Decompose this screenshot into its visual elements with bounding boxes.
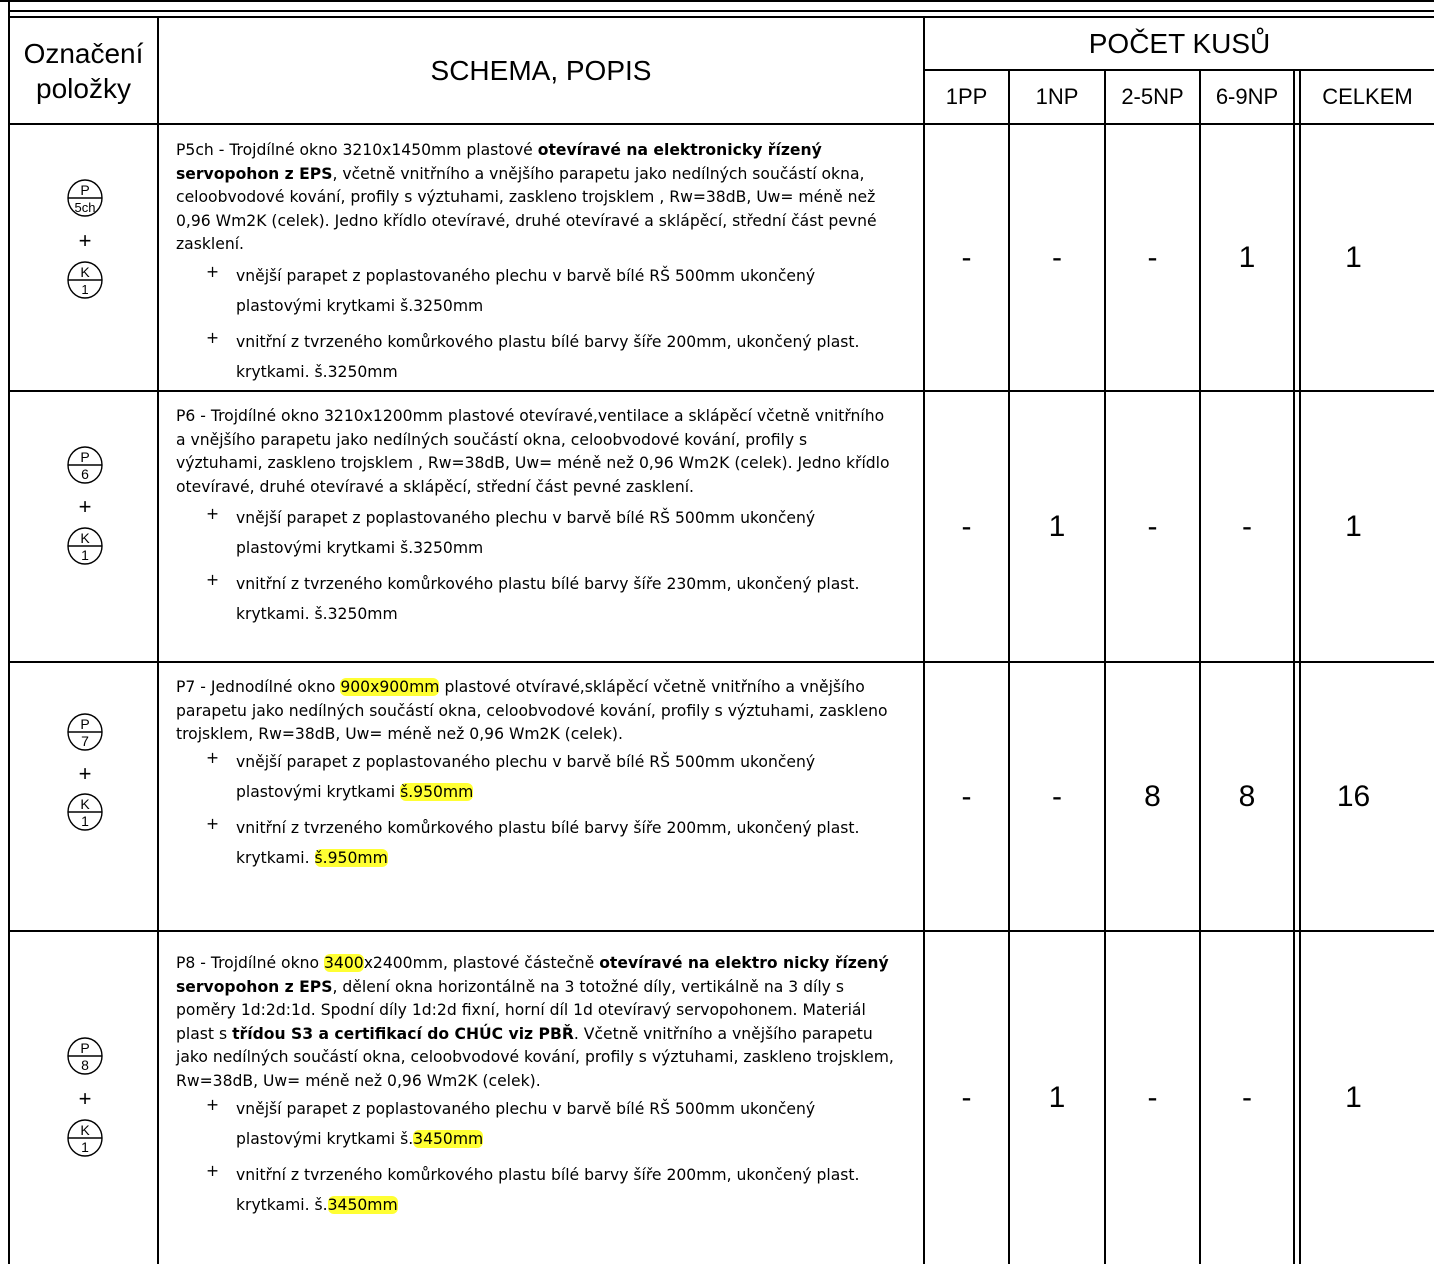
count-1np: 1	[1048, 1081, 1066, 1114]
symbol-bottom: 1	[81, 813, 89, 829]
highlight: 3400	[324, 954, 364, 972]
count-6-9np: 8	[1238, 779, 1256, 813]
count-1np: 1	[1048, 509, 1066, 543]
symbol-top: P	[80, 182, 90, 198]
item-description	[176, 139, 896, 387]
description-main: P8 - Trojdílné okno 3400x2400mm, plastové částečně otevíravé na elektro nicky řízený servopohon z EPS, dělení okna horizontálně na 3 totožné díly, vertikálně na 3 díly s poměry 1d:2d:1d. Spodní díly 1d:2d fixní, horní díl 1d otevíravý servopohonem. Materiál plast s třídou S3 a certifikací do CHÚC viz PBŘ. Včetně vnitřního a vnějšího parapetu jako nedílných součástí okna, celoobvodové kování, profily s výztuhami, zaskleno trojsklem, Rw=38dB, Uw= méně než 0,96 Wm2K (celek).	[176, 954, 894, 1090]
count-2-5np: -	[1147, 509, 1158, 543]
exterior-sill-item: + vnější parapet z poplastovaného plechu v barvě bílé RŠ 500mm ukončený plastovými krytkami š.3450mm	[206, 1095, 816, 1148]
count-2-5np: -	[1147, 1081, 1158, 1114]
symbol-bottom: 1	[81, 1139, 89, 1155]
count-6-9np: -	[1242, 1081, 1252, 1114]
symbol-top: P	[80, 449, 90, 465]
count-1pp: -	[961, 509, 972, 543]
plus-sign: +	[78, 228, 92, 253]
interior-sill-item: + vnitřní z tvrzeného komůrkového plastu bílé barvy šíře 230mm, ukončený plast. krytkami. š.3250mm	[206, 571, 860, 624]
count-6-9np: 1	[1238, 240, 1256, 274]
symbol-top: K	[80, 530, 90, 546]
interior-sill-item: + vnitřní z tvrzeného komůrkového plastu bílé barvy šíře 200mm, ukončený plast. krytkami. š.3450mm	[206, 1161, 860, 1214]
header-item-label: Označení položky	[23, 37, 144, 104]
interior-sill-item: + vnitřní z tvrzeného komůrkového plastu bílé barvy šíře 200mm, ukončený plast. krytkami. š.950mm	[206, 814, 860, 867]
symbol-top: K	[80, 264, 90, 280]
item-symbol-p	[60, 178, 110, 218]
header-1np: 1NP	[1035, 84, 1079, 109]
symbol-bottom: 7	[81, 733, 89, 749]
symbol-top: P	[80, 716, 90, 732]
top-border	[8, 10, 1434, 12]
highlight: š.950mm	[400, 782, 474, 801]
header-total: CELKEM	[1322, 84, 1413, 109]
item-symbol-k	[60, 260, 110, 300]
count-1pp: -	[961, 240, 972, 274]
item-description	[176, 952, 896, 1220]
exterior-sill-item: + vnější parapet z poplastovaného plechu v barvě bílé RŠ 500mm ukončený plastovými krytkami š.3250mm	[206, 505, 816, 558]
item-symbol-p	[60, 712, 110, 752]
item-description	[176, 676, 896, 873]
symbol-top: P	[80, 1040, 90, 1056]
count-2-5np: -	[1147, 240, 1158, 274]
count-total: 1	[1345, 509, 1362, 543]
item-symbol-p	[60, 1036, 110, 1076]
exterior-sill-item: + vnější parapet z poplastovaného plechu v barvě bílé RŠ 500mm ukončený plastovými krytkami š.950mm	[206, 748, 816, 801]
header-count: POČET KUSŮ	[1088, 28, 1271, 59]
count-1pp: -	[961, 779, 972, 813]
count-total: 16	[1336, 779, 1371, 813]
header-6-9np: 6-9NP	[1215, 84, 1279, 109]
symbol-bottom: 5ch	[74, 200, 96, 215]
symbol-bottom: 1	[81, 282, 89, 297]
symbol-top: K	[80, 796, 90, 812]
symbol-bottom: 1	[81, 547, 89, 563]
plus-sign: +	[78, 494, 92, 519]
symbol-bottom: 6	[81, 466, 89, 482]
plus-sign: +	[78, 761, 92, 786]
item-symbol-k	[60, 1118, 110, 1158]
count-2-5np: 8	[1144, 779, 1161, 813]
highlight: 900x900mm	[340, 678, 440, 696]
symbol-bottom: 8	[81, 1057, 89, 1073]
symbol-top: K	[80, 1122, 90, 1138]
header-1pp: 1PP	[945, 84, 988, 109]
highlight: š.950mm	[314, 848, 388, 867]
col-divider	[157, 17, 159, 1264]
count-1pp: -	[961, 1081, 972, 1114]
description-main: P6 - Trojdílné okno 3210x1200mm plastové otevíravé,ventilace a sklápěcí včetně vnitřního a vnějšího parapetu jako nedílných součástí okna, celoobvodové kování, profily s výztuhami, zaskleno trojsklem , Rw=38dB, Uw= méně než 0,96 Wm2K (celek). Jedno křídlo otevíravé, druhé otevíravé a sklápěcí, střední část pevné zasklení.	[176, 407, 890, 496]
interior-sill-item: + vnitřní z tvrzeného komůrkového plastu bílé barvy šíře 200mm, ukončený plast. krytkami. š.3250mm	[206, 328, 860, 381]
count-total: 1	[1345, 240, 1362, 274]
highlight: 3450mm	[327, 1195, 398, 1214]
description-main: P7 - Jednodílné okno 900x900mm plastové otvíravé,sklápěcí včetně vnitřního a vnějšího parapetu jako nedílných součástí okna, celoobvodové kování, profily s výztuhami, zaskleno trojsklem, Rw=38dB, Uw= méně než 0,96 Wm2K (celek).	[176, 678, 888, 744]
highlight: 3450mm	[413, 1129, 484, 1148]
item-symbol-k	[60, 526, 110, 566]
col-divider	[1293, 70, 1295, 1264]
exterior-sill-item: + vnější parapet z poplastovaného plechu v barvě bílé RŠ 500mm ukončený plastovými krytkami š.3250mm	[206, 262, 816, 315]
count-1np: -	[1052, 240, 1062, 274]
item-symbol-k	[60, 792, 110, 832]
header-2-5np: 2-5NP	[1121, 84, 1184, 109]
top-border	[0, 0, 1434, 2]
col-divider	[8, 0, 10, 1264]
header-schema: SCHEMA, POPIS	[430, 55, 652, 86]
description-main: P5ch - Trojdílné okno 3210x1450mm plastové otevíravé na elektronicky řízený servopohon z EPS, včetně vnitřního a vnějšího parapetu jako nedílných součástí okna, celoobvodové kování, profily s výztuhami, zaskleno trojsklem , Rw=38dB, Uw= méně než 0,96 Wm2K (celek). Jedno křídlo otevíravé, druhé otevíravé a sklápěcí, střední část pevné zasklení.	[176, 141, 877, 254]
item-symbol-p	[60, 445, 110, 485]
item-description	[176, 405, 896, 629]
count-6-9np: -	[1242, 509, 1252, 543]
plus-sign: +	[78, 1086, 92, 1111]
count-total: 1	[1345, 1081, 1362, 1114]
count-1np: -	[1052, 779, 1062, 813]
